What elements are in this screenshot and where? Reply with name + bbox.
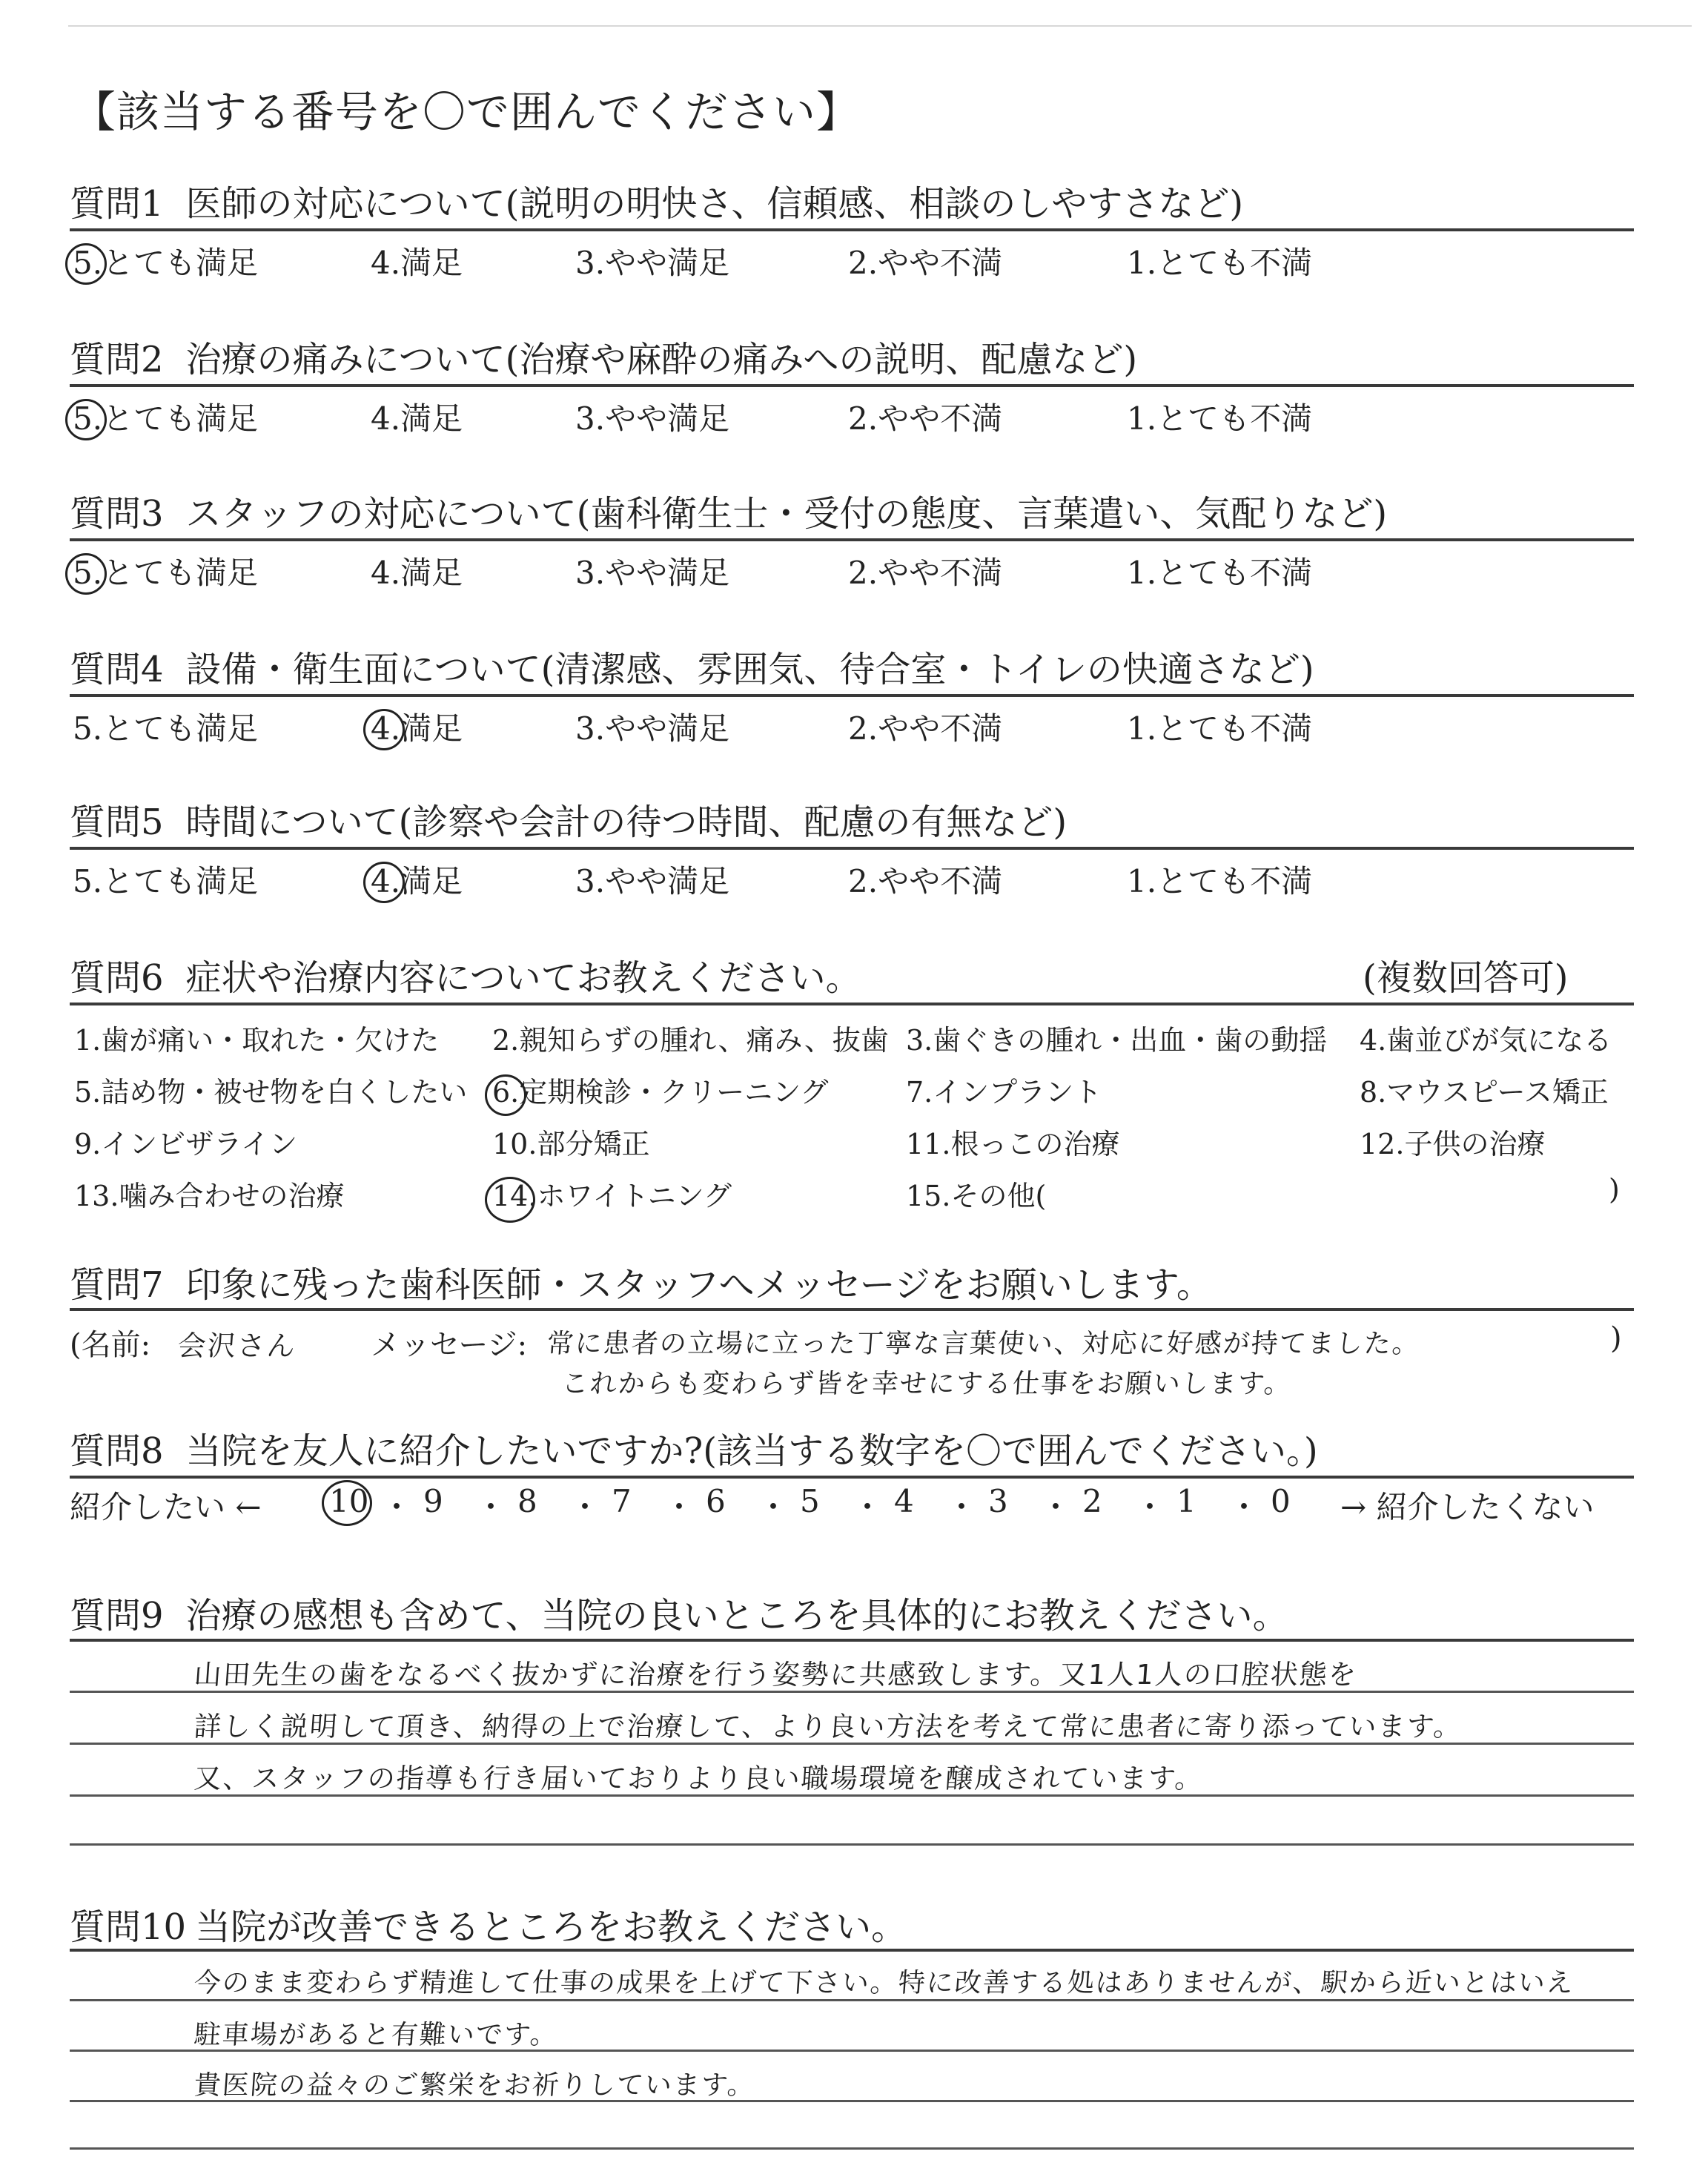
option-number: 1. <box>74 1024 102 1057</box>
q8-scale-9[interactable] <box>423 1483 443 1519</box>
q5-number: 質問5 <box>70 802 164 843</box>
option-label: やや満足 <box>605 245 730 281</box>
q6-option-15[interactable] <box>906 1173 1046 1214</box>
q9-line-rule <box>70 1843 1634 1846</box>
option-number: 15. <box>906 1180 951 1212</box>
q4-option-5[interactable] <box>73 704 258 749</box>
q5-rule <box>70 847 1634 850</box>
option-label: 詰め物・被せ物を白くしたい <box>101 1076 468 1109</box>
q1-heading <box>70 175 1243 226</box>
q3-option-5[interactable] <box>73 549 258 593</box>
option-label: 子供の治療 <box>1404 1128 1546 1160</box>
q1-number: 質問1 <box>70 183 164 225</box>
scale-number: 2 <box>1082 1483 1102 1519</box>
q7-close-paren: ) <box>1610 1321 1622 1355</box>
option-label: とても満足 <box>102 710 259 747</box>
scale-number: 1 <box>1176 1483 1196 1519</box>
selected-circle-mark: 4. <box>371 710 401 747</box>
option-label: やや満足 <box>605 710 730 747</box>
q5-option-4[interactable] <box>371 857 463 902</box>
option-label: 歯ぐきの腫れ・出血・歯の動揺 <box>933 1024 1328 1057</box>
q4-number: 質問4 <box>70 649 164 690</box>
scale-number: 6 <box>706 1483 726 1519</box>
q7-message-line-1: 常に患者の立場に立った丁寧な言葉使い、対応に好感が持てました。 <box>546 1329 1422 1359</box>
q6-other-close-paren: ) <box>1609 1173 1620 1206</box>
q3-option-1[interactable] <box>1127 549 1312 593</box>
q8-separator-dot: ・ <box>852 1489 884 1525</box>
option-number: 10. <box>492 1128 537 1160</box>
selected-circle-mark: 14. <box>492 1180 537 1212</box>
q1-rule <box>70 228 1634 231</box>
option-label: やや不満 <box>878 863 1003 899</box>
q5-option-1[interactable] <box>1127 857 1312 902</box>
option-label: 満足 <box>400 245 463 281</box>
q7-rule <box>70 1308 1634 1311</box>
q7-number: 質問7 <box>70 1264 164 1306</box>
option-label: やや満足 <box>605 400 730 437</box>
q6-rule <box>70 1003 1634 1005</box>
q10-heading <box>70 1898 907 1949</box>
option-label: 親知らずの腫れ、痛み、抜歯 <box>519 1024 889 1057</box>
option-number: 3. <box>575 863 606 899</box>
q8-number: 質問8 <box>70 1430 164 1472</box>
q6-option-13[interactable] <box>74 1173 344 1214</box>
q3-option-2[interactable] <box>848 549 1002 593</box>
selected-circle-mark: 6. <box>492 1076 520 1109</box>
q6-option-6[interactable] <box>492 1069 829 1110</box>
option-number: 11. <box>906 1128 951 1160</box>
q2-option-1[interactable] <box>1127 394 1312 439</box>
q2-option-4[interactable] <box>371 394 463 439</box>
option-label: やや不満 <box>878 245 1003 281</box>
option-number: 1. <box>1127 245 1157 281</box>
scale-number: 5 <box>800 1483 820 1519</box>
q9-rule <box>70 1639 1634 1642</box>
q1-option-2[interactable] <box>848 239 1002 283</box>
option-label: とても不満 <box>1156 245 1313 281</box>
q9-heading <box>70 1587 1288 1638</box>
scale-number: 9 <box>423 1483 443 1519</box>
q1-option-3[interactable] <box>575 239 729 283</box>
q4-option-1[interactable] <box>1127 704 1312 749</box>
q1-option-4[interactable] <box>371 239 463 283</box>
q8-separator-dot: ・ <box>663 1489 695 1525</box>
q8-scale-6[interactable] <box>706 1483 726 1519</box>
q8-text: 当院を友人に紹介したいですか?(該当する数字を〇で囲んでください。) <box>185 1430 1318 1472</box>
q2-text: 治療の痛みについて(治療や麻酔の痛みへの説明、配慮など) <box>185 339 1138 380</box>
q6-option-4[interactable] <box>1360 1017 1612 1058</box>
option-label: 部分矯正 <box>537 1128 650 1160</box>
q2-option-2[interactable] <box>848 394 1002 439</box>
q2-number: 質問2 <box>70 339 164 380</box>
q9-text: 治療の感想も含めて、当院の良いところを具体的にお教えください。 <box>185 1595 1288 1636</box>
q2-option-5[interactable] <box>73 394 258 439</box>
q8-scale-10[interactable] <box>329 1483 368 1519</box>
q5-option-3[interactable] <box>575 857 729 902</box>
q7-heading <box>70 1256 1212 1307</box>
q8-heading <box>70 1422 1318 1473</box>
q8-scale-7[interactable] <box>612 1483 632 1519</box>
q7-name-label: (名前: <box>70 1328 151 1362</box>
q9-answer-line-2: 詳しく説明して頂き、納得の上で治療して、より良い方法を考えて常に患者に寄り添っています。 <box>193 1711 1464 1743</box>
option-number: 4. <box>371 555 401 591</box>
q1-text: 医師の対応について(説明の明快さ、信頼感、相談のしやすさなど) <box>185 183 1244 225</box>
selected-circle-mark: 10 <box>329 1483 369 1519</box>
option-number: 7. <box>906 1076 933 1109</box>
option-number: 3. <box>575 555 606 591</box>
option-number: 3. <box>575 400 606 437</box>
q8-separator-dot: ・ <box>1228 1489 1260 1525</box>
option-label: とても不満 <box>1156 555 1313 591</box>
option-label: その他( <box>950 1180 1047 1212</box>
q6-text: 症状や治療内容についてお教えください。 <box>185 957 861 999</box>
option-label: やや不満 <box>878 710 1003 747</box>
q10-number: 質問10 <box>70 1906 187 1948</box>
option-label: 根っこの治療 <box>950 1128 1120 1160</box>
scale-number: 3 <box>988 1483 1008 1519</box>
q3-number: 質問3 <box>70 493 164 535</box>
option-label: とても満足 <box>102 863 259 899</box>
option-label: 満足 <box>400 863 463 899</box>
option-label: 定期検診・クリーニング <box>519 1076 829 1109</box>
option-number: 3. <box>575 245 606 281</box>
option-number: 2. <box>848 710 878 747</box>
q7-name-value: 会沢さん <box>176 1330 298 1362</box>
q3-option-3[interactable] <box>575 549 729 593</box>
q2-heading <box>70 331 1137 382</box>
page-title: 【該当する番号を〇で囲んでください】 <box>73 87 861 137</box>
q10-rule <box>70 1949 1634 1952</box>
option-number: 2. <box>848 245 878 281</box>
q8-separator-dot: ・ <box>569 1489 601 1525</box>
option-label: とても満足 <box>102 555 259 591</box>
q8-scale-5[interactable] <box>800 1483 820 1519</box>
q8-scale-8[interactable] <box>517 1483 537 1519</box>
option-label: 歯並びが気になる <box>1386 1024 1612 1057</box>
q7-message-label: メッセージ: <box>371 1328 528 1362</box>
q9-answer-line-3: 又、スタッフの指導も行き届いておりより良い職場環境を醸成されています。 <box>193 1763 1205 1794</box>
q6-option-1[interactable] <box>74 1017 439 1058</box>
q8-scale-1[interactable] <box>1176 1483 1196 1519</box>
q2-rule <box>70 384 1634 387</box>
option-number: 9. <box>74 1128 102 1160</box>
q5-option-5[interactable] <box>73 857 258 902</box>
q3-heading <box>70 485 1387 536</box>
selected-circle-mark: 5. <box>73 400 103 437</box>
q4-option-4[interactable] <box>371 704 463 749</box>
q9-number: 質問9 <box>70 1595 164 1636</box>
option-number: 4. <box>371 400 401 437</box>
option-number: 2. <box>848 863 878 899</box>
q8-separator-dot: ・ <box>1134 1489 1166 1525</box>
option-number: 1. <box>1127 555 1157 591</box>
scale-number: 4 <box>894 1483 914 1519</box>
q1-option-1[interactable] <box>1127 239 1312 283</box>
option-label: インビザライン <box>101 1128 298 1160</box>
q8-scale-2[interactable] <box>1082 1483 1102 1519</box>
q8-separator-dot: ・ <box>946 1489 978 1525</box>
q8-right-label: → 紹介したくない <box>1340 1489 1595 1525</box>
selected-circle-mark: 5. <box>73 555 103 591</box>
option-label: 満足 <box>400 710 463 747</box>
option-label: とても不満 <box>1156 400 1313 437</box>
option-label: とても不満 <box>1156 863 1313 899</box>
q3-rule <box>70 538 1634 541</box>
option-number: 4. <box>1360 1024 1387 1057</box>
option-label: やや不満 <box>878 400 1003 437</box>
q6-option-2[interactable] <box>492 1017 889 1058</box>
option-label: とても不満 <box>1156 710 1313 747</box>
option-number: 2. <box>492 1024 520 1057</box>
scale-number: 8 <box>517 1483 537 1519</box>
option-number: 3. <box>575 710 606 747</box>
option-label: インプラント <box>933 1076 1102 1109</box>
option-number: 5. <box>73 710 103 747</box>
option-label: マウスピース矯正 <box>1386 1076 1609 1109</box>
q6-option-11[interactable] <box>906 1121 1119 1162</box>
q7-message-line-2: これからも変わらず皆を幸せにする仕事をお願いします。 <box>560 1369 1294 1399</box>
q6-option-12[interactable] <box>1360 1121 1545 1162</box>
option-label: とても満足 <box>102 245 259 281</box>
selected-circle-mark: 5. <box>73 245 103 281</box>
option-number: 13. <box>74 1180 119 1212</box>
q6-option-3[interactable] <box>906 1017 1327 1058</box>
option-number: 4. <box>371 245 401 281</box>
q10-answer-line-1: 今のまま変わらず精進して仕事の成果を上げて下さい。特に改善する処はありませんが、駅から近いとはいえ <box>193 1968 1576 1998</box>
option-number: 1. <box>1127 863 1157 899</box>
q5-heading <box>70 793 1067 845</box>
selected-circle-mark: 4. <box>371 863 401 899</box>
q8-separator-dot: ・ <box>758 1489 790 1525</box>
q4-text: 設備・衛生面について(清潔感、雰囲気、待合室・トイレの快適さなど) <box>185 649 1314 690</box>
q6-option-10[interactable] <box>492 1121 649 1162</box>
q8-left-label: 紹介したい ← <box>70 1489 262 1525</box>
option-number: 5. <box>73 863 103 899</box>
option-label: やや満足 <box>605 863 730 899</box>
q3-option-4[interactable] <box>371 549 463 593</box>
option-label: 満足 <box>400 555 463 591</box>
q6-note: (複数回答可) <box>1363 957 1569 999</box>
q8-separator-dot: ・ <box>381 1489 413 1525</box>
q6-number: 質問6 <box>70 957 164 999</box>
q6-option-7[interactable] <box>906 1069 1102 1110</box>
q8-scale-0[interactable] <box>1271 1483 1291 1519</box>
option-number: 1. <box>1127 710 1157 747</box>
option-label: ホワイトニング <box>537 1180 732 1212</box>
q4-heading <box>70 641 1314 692</box>
q5-text: 時間について(診察や会計の待つ時間、配慮の有無など) <box>185 802 1068 843</box>
q10-answer-line-3: 貴医院の益々のご繁栄をお祈りしています。 <box>193 2070 757 2101</box>
option-number: 2. <box>848 400 878 437</box>
q10-text: 当院が改善できるところをお教えください。 <box>195 1906 907 1948</box>
q4-option-3[interactable] <box>575 704 729 749</box>
q9-answer-line-1: 山田先生の歯をなるべく抜かずに治療を行う姿勢に共感致します。又1人1人の口腔状態を <box>193 1659 1359 1691</box>
q10-line-rule <box>70 2147 1634 2150</box>
option-number: 1. <box>1127 400 1157 437</box>
q1-option-5[interactable] <box>73 239 258 283</box>
q4-rule <box>70 694 1634 697</box>
q8-rule <box>70 1476 1634 1479</box>
q8-scale-4[interactable] <box>894 1483 914 1519</box>
q8-scale-3[interactable] <box>988 1483 1008 1519</box>
option-number: 3. <box>906 1024 933 1057</box>
q3-text: スタッフの対応について(歯科衛生士・受付の態度、言葉遣い、気配りなど) <box>185 493 1388 535</box>
option-number: 5. <box>74 1076 102 1109</box>
q10-answer-line-2: 駐車場があると有難いです。 <box>193 2020 560 2050</box>
option-label: やや満足 <box>605 555 730 591</box>
scale-number: 0 <box>1271 1483 1291 1519</box>
option-number: 8. <box>1360 1076 1387 1109</box>
option-number: 2. <box>848 555 878 591</box>
q8-separator-dot: ・ <box>475 1489 507 1525</box>
q7-text: 印象に残った歯科医師・スタッフへメッセージをお願いします。 <box>185 1264 1212 1306</box>
option-label: やや不満 <box>878 555 1003 591</box>
q6-option-8[interactable] <box>1360 1069 1609 1110</box>
option-label: とても満足 <box>102 400 259 437</box>
scale-number: 7 <box>612 1483 632 1519</box>
option-label: 満足 <box>400 400 463 437</box>
q4-option-2[interactable] <box>848 704 1002 749</box>
q8-separator-dot: ・ <box>1040 1489 1072 1525</box>
q6-option-9[interactable] <box>74 1121 297 1162</box>
option-label: 噛み合わせの治療 <box>119 1180 345 1212</box>
q6-heading <box>70 949 861 1000</box>
q6-option-14[interactable] <box>492 1173 732 1214</box>
option-label: 歯が痛い・取れた・欠けた <box>101 1024 440 1057</box>
q2-option-3[interactable] <box>575 394 729 439</box>
option-number: 12. <box>1360 1128 1405 1160</box>
q6-option-5[interactable] <box>74 1069 467 1110</box>
top-edge-rule <box>68 25 1692 27</box>
q5-option-2[interactable] <box>848 857 1002 902</box>
